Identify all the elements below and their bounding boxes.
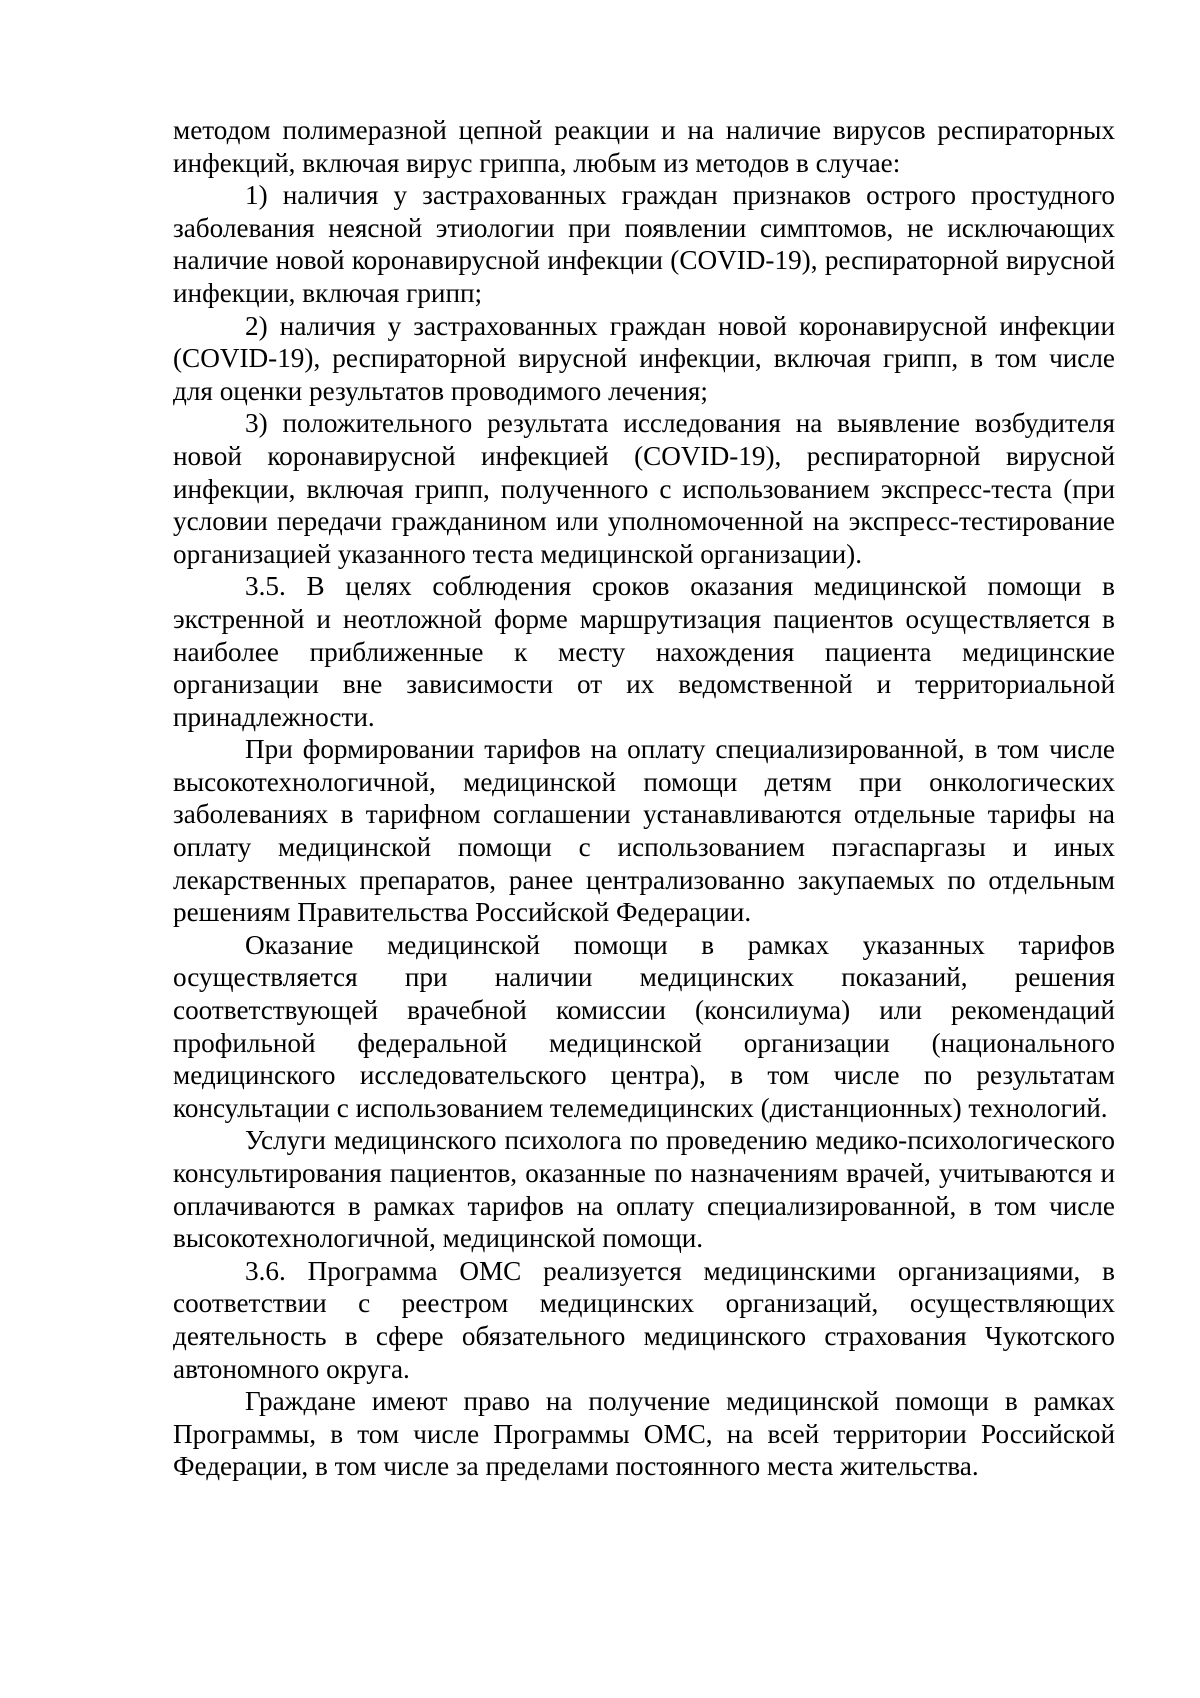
paragraph-citizens-rights: Граждане имеют право на получение медицинской помощи в рамках Программы, в том числе Программы ОМС, на всей территории Российской Федерации, в том числе за пределами постоянного места жительства. [173, 1386, 1115, 1482]
paragraph-tariffs: При формировании тарифов на оплату специализированной, в том числе высокотехнологичной, медицинской помощи детям при онкологических заболеваниях в тарифном соглашении устанавливаются отдельные тарифы на оплату медицинской помощи с использованием пэгаспаргазы и иных лекарственных препаратов, ранее централизованно закупаемых по отдельным решениям Правительства Российской Федерации. [173, 734, 1115, 928]
paragraph-section-3-5: 3.5. В целях соблюдения сроков оказания медицинской помощи в экстренной и неотложной форме маршрутизация пациентов осуществляется в наиболее приближенные к месту нахождения пациента медицинские организации вне зависимости от их ведомственной и территориальной принадлежности. [173, 571, 1115, 732]
paragraph-psychologist: Услуги медицинского психолога по проведению медико-психологического консультирования пациентов, оказанные по назначениям врачей, учитываются и оплачиваются в рамках тарифов на оплату специализированной, в том числе высокотехнологичной, медицинской помощи. [173, 1125, 1115, 1254]
document-body [173, 114, 1115, 1483]
paragraph-item-3: 3) положительного результата исследования на выявление возбудителя новой коронавирусной инфекцией (COVID-19), респираторной вирусной инфекции, включая грипп, полученного с использованием экспресс-теста (при условии передачи гражданином или уполномоченной на экспресс-тестирование организацией указанного теста медицинской организации). [173, 408, 1115, 569]
paragraph-item-2: 2) наличия у застрахованных граждан новой коронавирусной инфекции (COVID-19), респираторной вирусной инфекции, включая грипп, в том числе для оценки результатов проводимого лечения; [173, 310, 1115, 406]
paragraph-continuation: методом полимеразной цепной реакции и на наличие вирусов респираторных инфекций, включая вирус гриппа, любым из методов в случае: [173, 115, 1115, 178]
paragraph-section-3-6: 3.6. Программа ОМС реализуется медицинскими организациями, в соответствии с реестром медицинских организаций, осуществляющих деятельность в сфере обязательного медицинского страхования Чукотского автономного округа. [173, 1255, 1115, 1384]
paragraph-care-provision: Оказание медицинской помощи в рамках указанных тарифов осуществляется при наличии медицинских показаний, решения соответствующей врачебной комиссии (консилиума) или рекомендаций профильной федеральной медицинской организации (национального медицинского исследовательского центра), в том числе по результатам консультации с использованием телемедицинских (дистанционных) технологий. [173, 929, 1115, 1123]
paragraph-item-1: 1) наличия у застрахованных граждан признаков острого простудного заболевания неясной этиологии при появлении симптомов, не исключающих наличие новой коронавирусной инфекции (COVID-19), респираторной вирусной инфекции, включая грипп; [173, 180, 1115, 308]
